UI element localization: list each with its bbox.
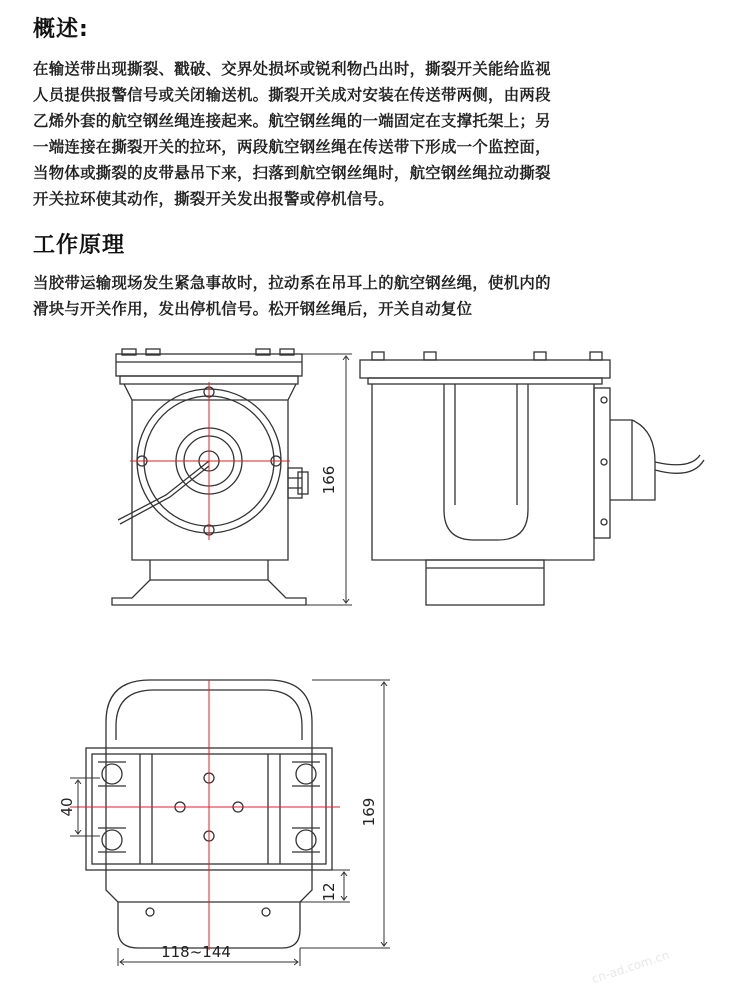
dim-width-range-label: 118~144 xyxy=(161,943,231,961)
dim-hole-spacing-label: 40 xyxy=(58,797,76,817)
principle-line: 当胶带运输现场发生紧急事故时，拉动系在吊耳上的航空钢丝绳，使机内的 xyxy=(33,274,551,292)
front-centerlines xyxy=(130,382,290,540)
front-view xyxy=(112,349,308,605)
side-bolts xyxy=(372,352,602,360)
mounting-base xyxy=(112,560,306,605)
overview-line: 人员提供报警信号或关闭输送机。撕裂开关成对安装在传送带两侧，由两段 xyxy=(33,86,551,104)
overview-line: 一端连接在撕裂开关的拉环，两段航空钢丝绳在传送带下形成一个监控面， xyxy=(33,138,551,156)
overview-line: 开关拉环使其动作，撕裂开关发出报警或停机信号。 xyxy=(33,190,394,208)
cable-gland xyxy=(288,468,308,498)
principle-line: 滑块与开关作用，发出停机信号。松开钢丝绳后，开关自动复位 xyxy=(33,300,473,318)
watermark: cn-ad.com.cn xyxy=(589,947,672,987)
overview-line: 乙烯外套的航空钢丝绳连接起来。航空钢丝绳的一端固定在支撑托架上；另 xyxy=(33,112,551,130)
side-view xyxy=(360,352,704,605)
overview-line: 当物体或撕裂的皮带悬吊下来，扫落到航空钢丝绳时，航空钢丝绳拉动撕裂 xyxy=(33,164,551,182)
side-base xyxy=(426,560,544,605)
overview-line: 在输送带出现撕裂、戳破、交界处损坏或锐利物凸出时，撕裂开关能给监视 xyxy=(33,60,551,78)
overview-heading: 概述: xyxy=(33,17,89,42)
dim-bottom-offset-label: 12 xyxy=(320,882,338,902)
principle-heading: 工作原理 xyxy=(33,233,126,258)
slider-slot xyxy=(444,384,528,540)
dim-height-front-label: 166 xyxy=(320,465,338,495)
dim-height-top-label: 169 xyxy=(360,797,378,827)
